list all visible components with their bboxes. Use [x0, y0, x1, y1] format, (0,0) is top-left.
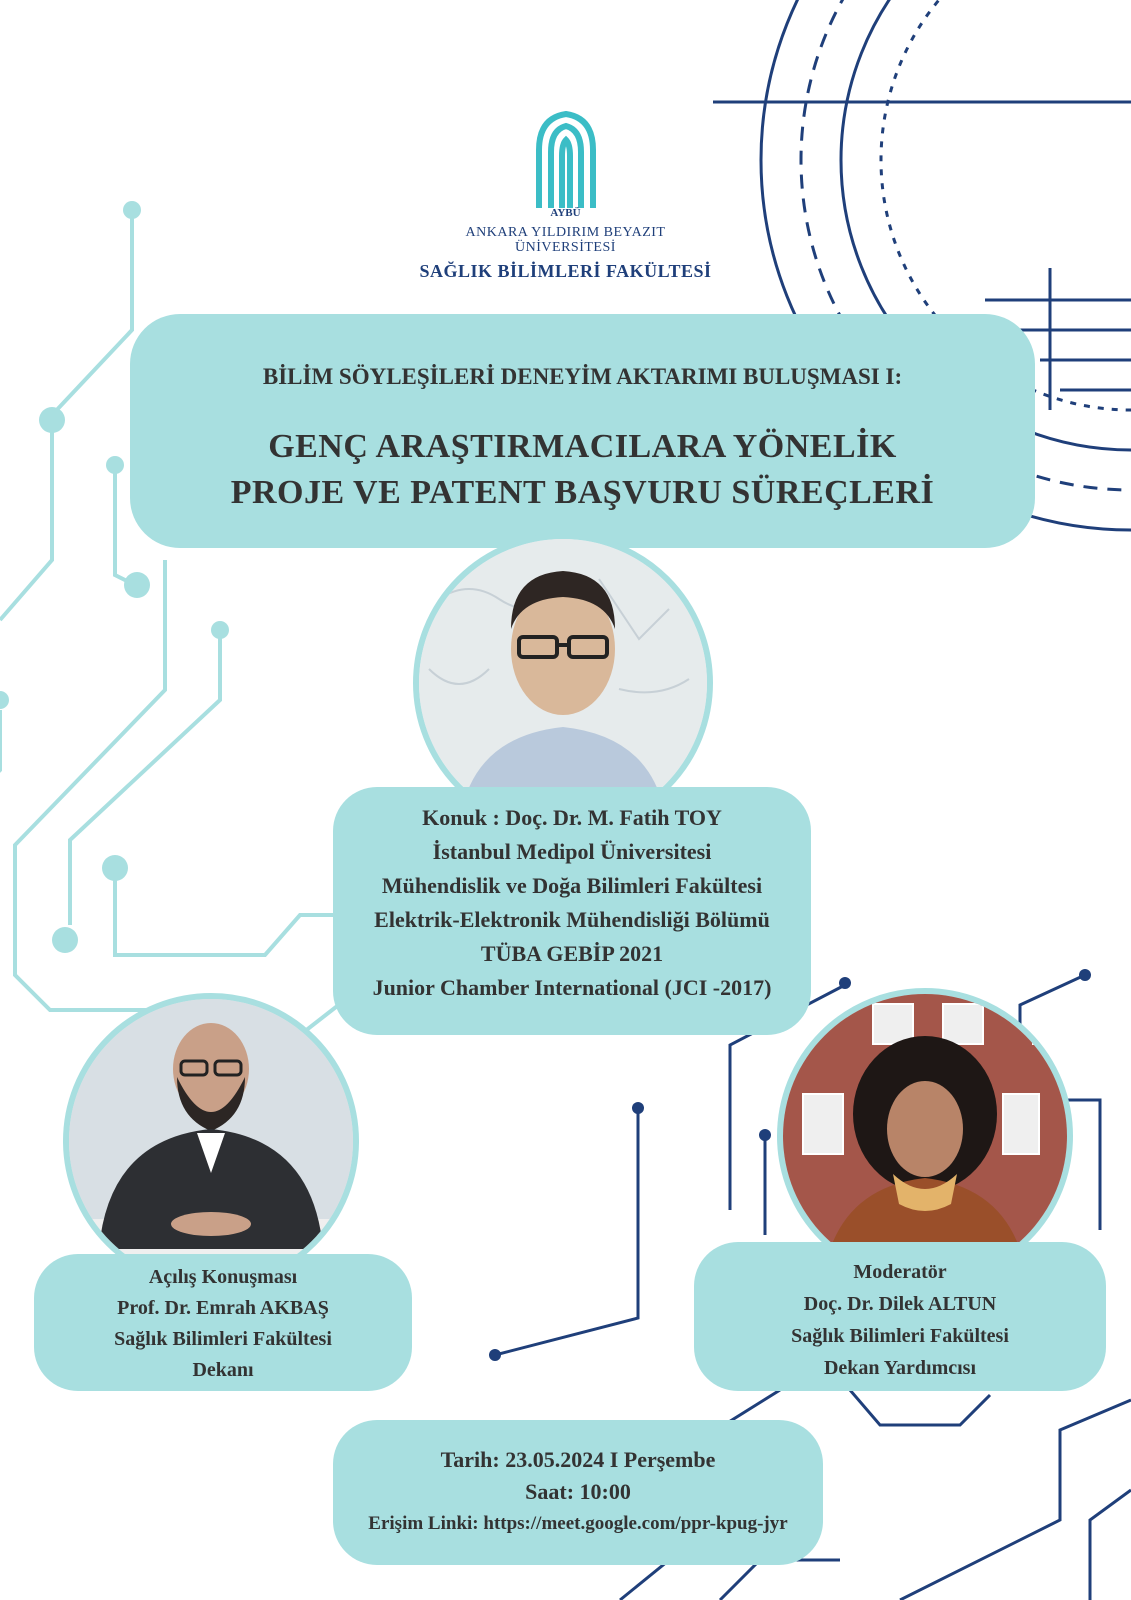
opening-speaker-photo [63, 993, 359, 1289]
guest-award: TÜBA GEBİP 2021 [480, 941, 664, 966]
series-title: BİLİM SÖYLEŞİLERİ DENEYİM AKTARIMI BULUŞMASI I: [262, 364, 903, 389]
guest-info-box [333, 787, 811, 1035]
event-date: Tarih: 23.05.2024 I Perşembe [440, 1447, 716, 1472]
opening-speaker-avatar-icon [69, 999, 353, 1283]
moderator-box [694, 1242, 1106, 1391]
moderator-faculty: Sağlık Bilimleri Fakültesi [791, 1325, 1009, 1347]
guest-jci: Junior Chamber International (JCI -2017) [372, 975, 772, 1000]
university-logo [400, 110, 731, 282]
event-access-link[interactable]: Erişim Linki: https://meet.google.com/ppr-kpug-jyr [368, 1513, 788, 1534]
event-time: Saat: 10:00 [525, 1479, 631, 1504]
opening-speaker-name: Prof. Dr. Emrah AKBAŞ [117, 1297, 329, 1319]
faculty-name: SAĞLIK BİLİMLERİ FAKÜLTESİ [419, 261, 712, 281]
main-title-line2: PROJE VE PATENT BAŞVURU SÜREÇLERİ [230, 474, 935, 511]
moderator-photo [777, 988, 1073, 1284]
arch-logo-icon [531, 110, 601, 210]
event-details-box [333, 1420, 823, 1565]
moderator-avatar-icon [783, 994, 1067, 1278]
guest-name: Konuk : Doç. Dr. M. Fatih TOY [422, 805, 722, 830]
university-name-line1: ANKARA YILDIRIM BEYAZIT [465, 225, 666, 240]
university-name-line2: ÜNİVERSİTESİ [515, 240, 616, 255]
logo-abbr: AYBÜ [550, 207, 581, 219]
opening-speech-box [34, 1254, 412, 1391]
main-title-line1: GENÇ ARAŞTIRMACILARA YÖNELİK [268, 428, 897, 465]
guest-department: Elektrik-Elektronik Mühendisliği Bölümü [374, 907, 770, 932]
guest-faculty: Mühendislik ve Doğa Bilimleri Fakültesi [381, 873, 763, 898]
guest-avatar-icon [419, 539, 707, 827]
guest-university: İstanbul Medipol Üniversitesi [432, 839, 712, 864]
moderator-name: Doç. Dr. Dilek ALTUN [803, 1293, 997, 1315]
opening-speaker-faculty: Sağlık Bilimleri Fakültesi [114, 1328, 332, 1350]
opening-title: Açılış Konuşması [148, 1266, 298, 1288]
opening-speaker-role: Dekanı [192, 1359, 254, 1381]
event-title-box [130, 314, 1035, 548]
moderator-role: Dekan Yardımcısı [823, 1357, 977, 1379]
moderator-title: Moderatör [853, 1261, 947, 1283]
